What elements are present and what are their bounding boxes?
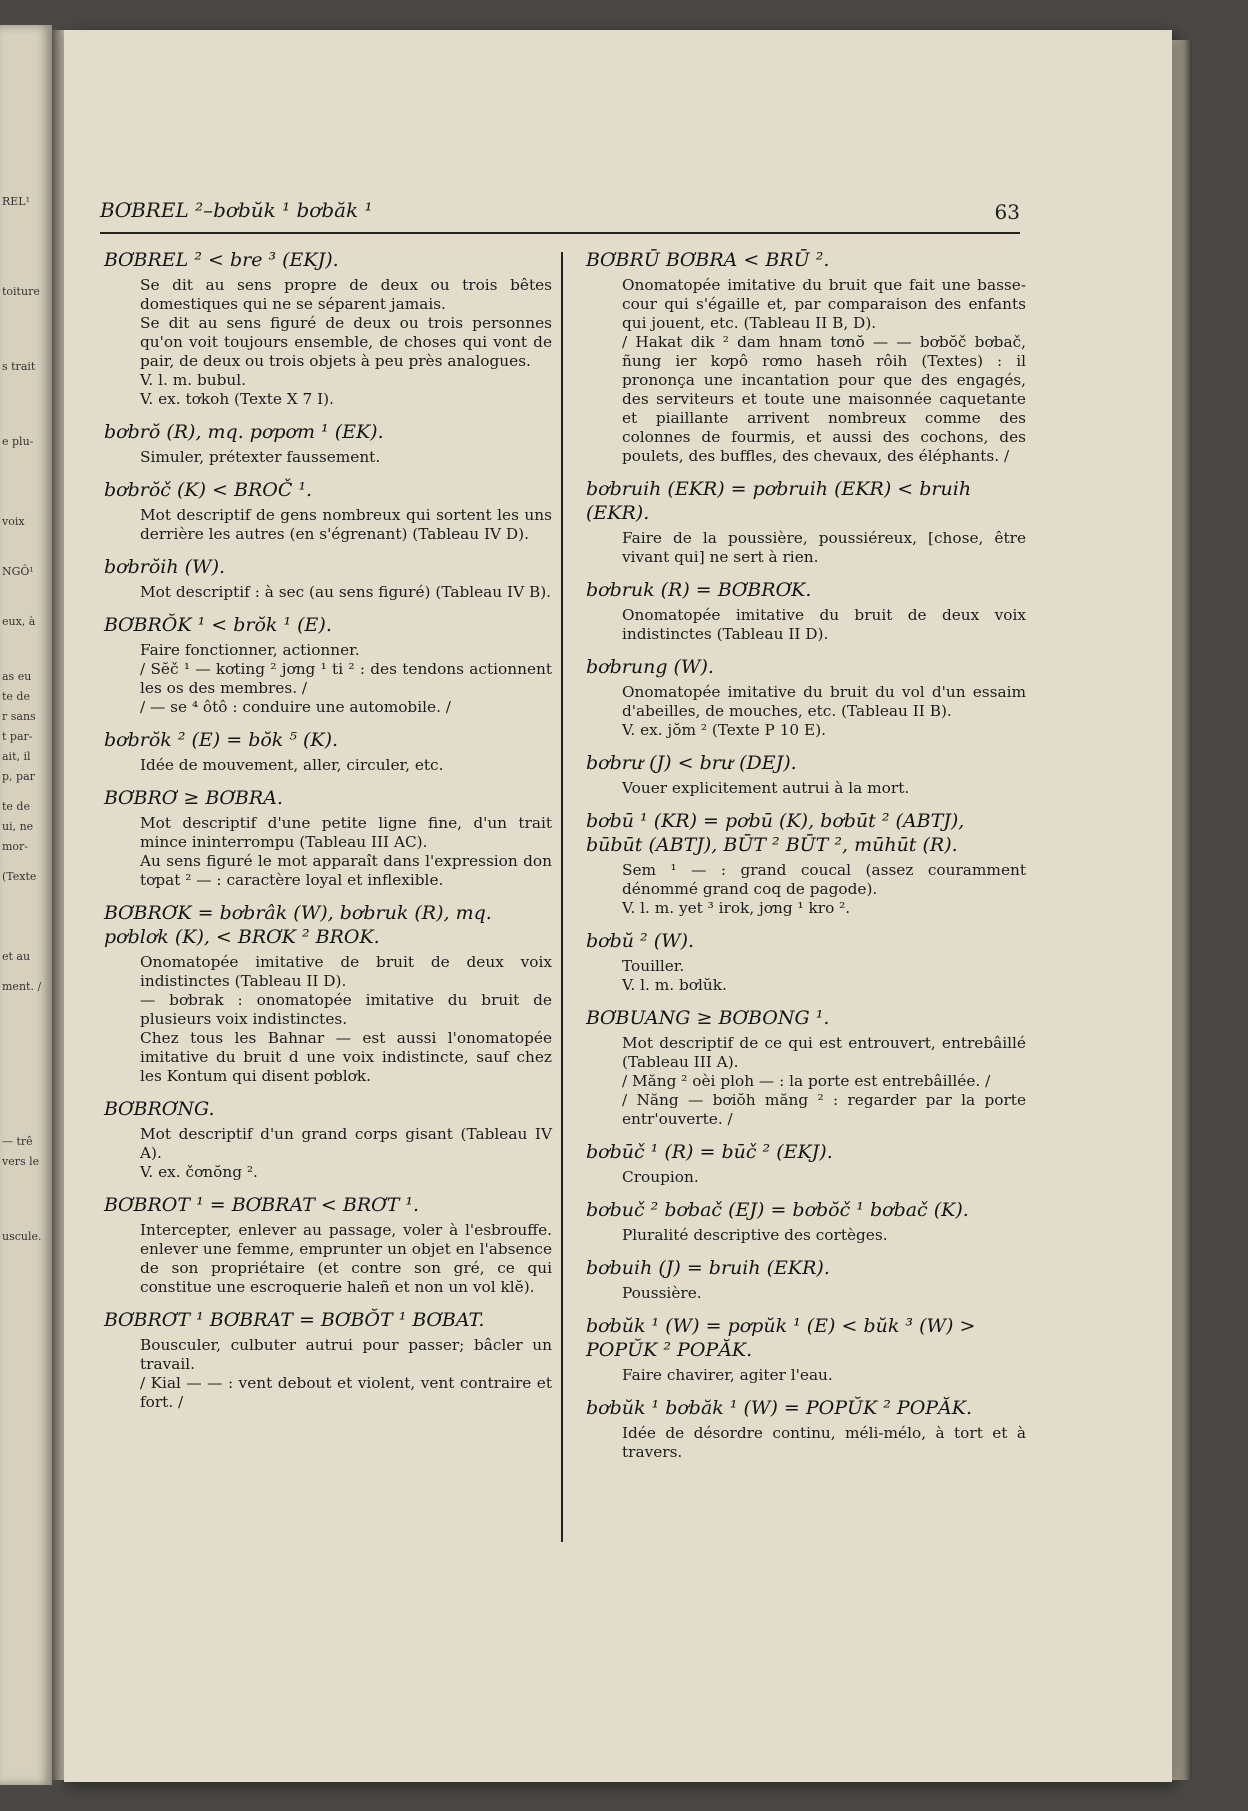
entry-definition (622, 1226, 1026, 1245)
definition-line: / Sĕč ¹ — kơting ² jơng ¹ ti ² : des tendons actionnent les os des membres. / (140, 660, 552, 697)
dictionary-entry (104, 1097, 552, 1182)
entry-definition (140, 953, 552, 1086)
margin-fragment: r sans (2, 710, 36, 723)
dictionary-entry (586, 929, 1026, 995)
margin-fragment: te de (2, 800, 30, 813)
entry-headword: bơbūč ¹ (R) = būč ² (EKJ). (586, 1141, 833, 1163)
entry-definition (140, 641, 552, 717)
entry-headword: bơbrŏč (K) < BROČ ¹. (104, 479, 313, 501)
margin-fragment: s trait (2, 360, 36, 373)
margin-fragment: ait, il (2, 750, 31, 763)
margin-fragment: p, par (2, 770, 35, 783)
margin-fragment: voix (2, 515, 25, 528)
entry-headword: bơbrŏ (R), mq. pơpơm ¹ (EK). (104, 421, 384, 443)
margin-fragment: uscule. (2, 1230, 42, 1243)
definition-line: Onomatopée imitative du bruit que fait une basse-cour qui s'égaille et, par comparaison des enfants qui jouent, etc. (Tableau II B, D). (622, 276, 1026, 332)
entry-headword: BƠBRƠT ¹ BƠBRAT = BƠBŎT ¹ BƠBAT. (104, 1309, 485, 1331)
definition-line: Se dit au sens figuré de deux ou trois personnes qu'on voit toujours ensemble, de choses qui vont de pair, de deux ou trois objets à peu près analogues. (140, 314, 552, 370)
definition-line: V. ex. čơnŏng ². (140, 1163, 258, 1181)
margin-fragment: vers le (2, 1155, 40, 1168)
entry-definition (140, 1336, 552, 1412)
definition-line: Bousculer, culbuter autrui pour passer; bâcler un travail. (140, 1336, 552, 1373)
definition-line: V. ex. jŏm ² (Texte P 10 E). (622, 721, 827, 739)
dictionary-entry (104, 420, 552, 467)
entry-definition (622, 1424, 1026, 1462)
definition-line: Onomatopée imitative de bruit de deux voix indistinctes (Tableau II D). (140, 953, 552, 990)
definition-line: Onomatopée imitative du bruit de deux voix indistinctes (Tableau II D). (622, 606, 1026, 643)
page-stack-edge (1172, 40, 1192, 1780)
entry-headword: BƠBRŎK ¹ < brŏk ¹ (E). (104, 614, 332, 636)
definition-line: Mot descriptif d'une petite ligne fine, d'un trait mince ininterrompu (Tableau III AC). (140, 814, 552, 851)
dictionary-entry (586, 1256, 1026, 1303)
margin-fragment: REL¹ (2, 195, 31, 208)
entry-definition (140, 814, 552, 890)
entry-headword: bơbrŏk ² (E) = bŏk ⁵ (K). (104, 729, 339, 751)
entry-headword: bơbruk (R) = BƠBRƠK. (586, 579, 812, 601)
definition-line: / Hakat dik ² dam hnam tơnŏ — — bơbŏč bơbač, ñung ier kơpô rơmo haseh rôih (Textes) : il prononça une incantation pour que des engagés, des serviteurs et toute une maisonnée caquetante et piaillante arrivent nombreux comme des colonnes de fourmis, et aussi des cochons, des poulets, des buffles, des chevaux, des éléphants. / (622, 333, 1026, 465)
entry-headword: BƠBRƠK = bơbrâk (W), bơbruk (R), mq. pơblơk (K), < BRƠK ² BROK. (104, 902, 492, 948)
entry-headword: BƠBRƠNG. (104, 1098, 215, 1120)
entry-definition (622, 606, 1026, 644)
dictionary-entry (586, 248, 1026, 466)
right-column (586, 248, 1026, 1473)
definition-line: Poussière. (622, 1284, 702, 1302)
definition-line: — bơbrak : onomatopée imitative du bruit de plusieurs voix indistinctes. (140, 991, 552, 1028)
left-page-edge (0, 25, 52, 1785)
entry-definition (622, 779, 1026, 798)
definition-line: Pluralité descriptive des cortèges. (622, 1226, 888, 1244)
margin-fragment: (Texte (2, 870, 37, 883)
dictionary-entry (104, 555, 552, 602)
entry-headword: bơbŭ ² (W). (586, 930, 695, 952)
entry-definition (140, 1125, 552, 1182)
entry-definition (140, 448, 552, 467)
entry-headword: bơbŭk ¹ bơbăk ¹ (W) = POPŬK ² POPĂK. (586, 1397, 973, 1419)
entry-headword: BƠBROT ¹ = BƠBRAT < BRƠT ¹. (104, 1194, 420, 1216)
entry-headword: BƠBUANG ≥ BƠBONG ¹. (586, 1007, 830, 1029)
dictionary-entry (586, 1396, 1026, 1462)
margin-fragment: ui, ne (2, 820, 34, 833)
margin-fragment: ment. / (2, 980, 42, 993)
page-number: 63 (994, 200, 1020, 224)
definition-line: Croupion. (622, 1168, 699, 1186)
margin-fragment: as eu (2, 670, 32, 683)
entry-definition (622, 1168, 1026, 1187)
definition-line: Faire de la poussière, poussiéreux, [chose, être vivant qui] ne sert à rien. (622, 529, 1026, 566)
entry-definition (622, 1366, 1026, 1385)
definition-line: V. l. m. bơlŭk. (622, 976, 727, 994)
entry-definition (622, 1284, 1026, 1303)
dictionary-entry (104, 786, 552, 890)
margin-fragment: eux, à (2, 615, 36, 628)
definition-line: V. ex. tơkoh (Texte X 7 I). (140, 390, 334, 408)
margin-fragment: NGÔ¹ (2, 565, 34, 578)
entry-headword: BƠBREL ² < bre ³ (EKJ). (104, 249, 339, 271)
definition-line: Onomatopée imitative du bruit du vol d'un essaim d'abeilles, de mouches, etc. (Tableau II B). (622, 683, 1026, 720)
entry-definition (622, 1034, 1026, 1129)
definition-line: Chez tous les Bahnar — est aussi l'onomatopée imitative du bruit d une voix indistincte, sauf chez les Kontum qui disent pơblơk. (140, 1029, 552, 1085)
entry-headword: bơbŭk ¹ (W) = pơpŭk ¹ (E) < bŭk ³ (W) > POPŬK ² POPĂK. (586, 1315, 976, 1361)
dictionary-entry (104, 248, 552, 409)
entry-definition (140, 756, 552, 775)
entry-headword: bơbrư (J) < brư (DEJ). (586, 752, 797, 774)
definition-line: Touiller. (622, 957, 685, 975)
definition-line: V. l. m. bubul. (140, 371, 246, 389)
definition-line: Mot descriptif de gens nombreux qui sortent les uns derrière les autres (en s'égrenant) (Tableau IV D). (140, 506, 552, 543)
entry-headword: bơbrŏih (W). (104, 556, 226, 578)
definition-line: / Măng ² oèi ploh — : la porte est entrebâillée. / (622, 1072, 991, 1090)
dictionary-entry (586, 655, 1026, 740)
definition-line: Se dit au sens propre de deux ou trois bêtes domestiques qui ne se séparent jamais. (140, 276, 552, 313)
entry-definition (622, 529, 1026, 567)
entry-definition (140, 276, 552, 409)
entry-headword: bơbrung (W). (586, 656, 714, 678)
entry-definition (622, 861, 1026, 918)
entry-definition (140, 506, 552, 544)
dictionary-entry (104, 478, 552, 544)
margin-fragment: toiture (2, 285, 40, 298)
entry-headword: bơbruih (EKR) = pơbruih (EKR) < bruih (EKR). (586, 478, 972, 524)
dictionary-entry (586, 1006, 1026, 1129)
margin-fragment: te de (2, 690, 30, 703)
dictionary-entry (586, 1140, 1026, 1187)
margin-fragment: et au (2, 950, 31, 963)
running-header (100, 196, 1020, 234)
dictionary-entry (586, 578, 1026, 644)
definition-line: Mot descriptif d'un grand corps gisant (Tableau IV A). (140, 1125, 552, 1162)
definition-line: Intercepter, enlever au passage, voler à l'esbrouffe. enlever une femme, emprunter un objet en l'absence de son propriétaire (et contre son gré, ce qui constitue une escroquerie haleñ et non un vol klĕ). (140, 1221, 552, 1296)
entry-definition (140, 1221, 552, 1297)
dictionary-entry (586, 1198, 1026, 1245)
definition-line: Simuler, prétexter faussement. (140, 448, 381, 466)
margin-fragment: e plu- (2, 435, 34, 448)
entry-headword: bơbuč ² bơbač (EJ) = bơbŏč ¹ bơbač (K). (586, 1199, 969, 1221)
definition-line: Au sens figuré le mot apparaît dans l'expression don tơpat ² — : caractère loyal et inflexible. (140, 852, 552, 889)
definition-line: Sem ¹ — : grand coucal (assez couramment dénommé grand coq de pagode). (622, 861, 1026, 898)
definition-line: Vouer explicitement autrui à la mort. (622, 779, 910, 797)
definition-line: / Kial — — : vent debout et violent, vent contraire et fort. / (140, 1374, 552, 1411)
margin-fragment: t par- (2, 730, 33, 743)
definition-line: Faire chavirer, agiter l'eau. (622, 1366, 833, 1384)
dictionary-entry (104, 1308, 552, 1412)
definition-line: V. l. m. yet ³ irok, jơng ¹ kro ². (622, 899, 851, 917)
dictionary-entry (104, 901, 552, 1086)
entry-headword: bơbuih (J) = bruih (EKR). (586, 1257, 830, 1279)
definition-line: Idée de désordre continu, méli-mélo, à tort et à travers. (622, 1424, 1026, 1461)
definition-line: Mot descriptif : à sec (au sens figuré) (Tableau IV B). (140, 583, 552, 601)
margin-fragment: mor- (2, 840, 29, 853)
dictionary-entry (586, 1314, 1026, 1385)
definition-line: / Năng — bơiŏh măng ² : regarder par la porte entr'ouverte. / (622, 1091, 1026, 1128)
margin-fragment: — trê (2, 1135, 33, 1148)
entry-definition (622, 957, 1026, 995)
header-title: BƠBREL ²–bơbŭk ¹ bơbăk ¹ (100, 198, 373, 222)
left-column (104, 248, 552, 1423)
definition-line: Mot descriptif de ce qui est entrouvert, entrebâillé (Tableau III A). (622, 1034, 1026, 1071)
definition-line: Idée de mouvement, aller, circuler, etc. (140, 756, 444, 774)
dictionary-entry (586, 751, 1026, 798)
dictionary-entry (104, 613, 552, 717)
entry-definition (140, 583, 552, 602)
dictionary-entry (104, 728, 552, 775)
dictionary-entry (586, 809, 1026, 918)
entry-definition (622, 683, 1026, 740)
dictionary-entry (586, 477, 1026, 567)
definition-line: / — se ⁴ ôtô : conduire une automobile. / (140, 698, 451, 716)
column-divider (561, 252, 563, 1542)
entry-headword: BƠBRŪ BƠBRA < BRŪ ². (586, 249, 830, 271)
definition-line: Faire fonctionner, actionner. (140, 641, 360, 659)
entry-headword: BƠBRƠ ≥ BƠBRA. (104, 787, 283, 809)
entry-headword: bơbū ¹ (KR) = pơbū (K), bơbūt ² (ABTJ), būbūt (ABTJ), BŪT ² BŪT ², mūhūt (R). (586, 810, 965, 856)
dictionary-entry (104, 1193, 552, 1297)
entry-definition (622, 276, 1026, 466)
